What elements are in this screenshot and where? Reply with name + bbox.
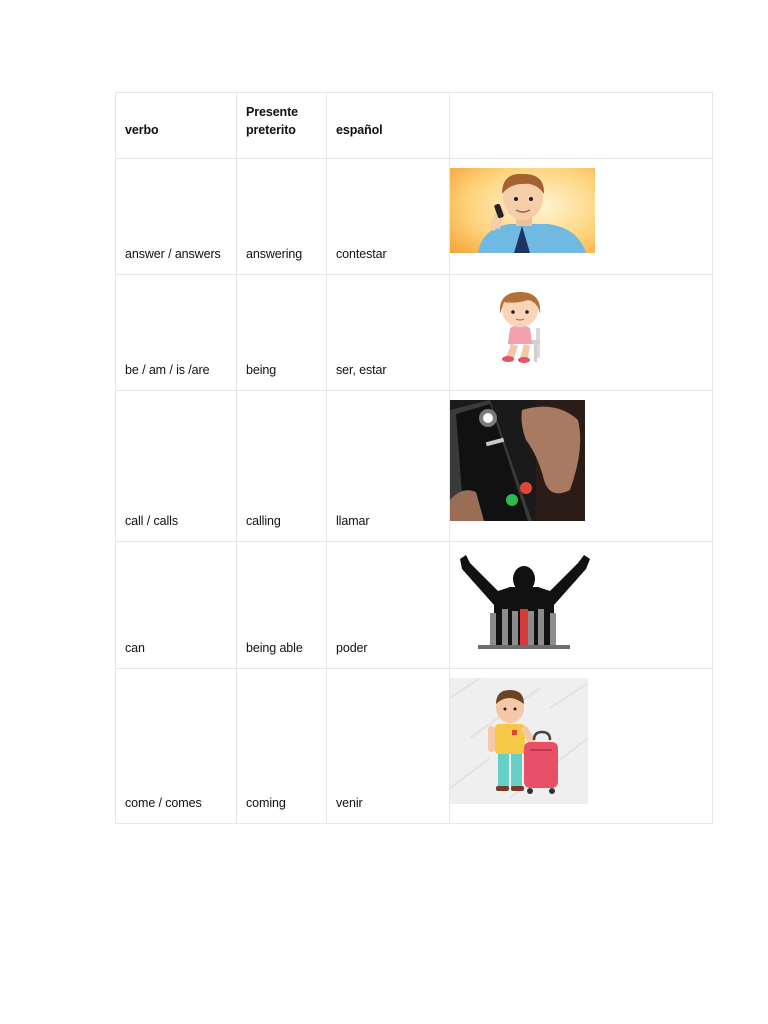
header-presente	[237, 93, 327, 159]
table-row	[116, 669, 713, 824]
header-presente-line2: preterito	[246, 123, 296, 137]
table-row	[116, 391, 713, 542]
header-presente-line1: Presente	[246, 105, 299, 119]
cell-verbo: can	[116, 542, 237, 669]
cell-espanol: contestar	[327, 159, 450, 275]
cell-presente: being able	[237, 542, 327, 669]
cell-image	[450, 669, 713, 824]
cell-verbo: come / comes	[116, 669, 237, 824]
header-verbo	[116, 93, 237, 159]
header-verbo-label: verbo	[125, 123, 159, 137]
header-espanol-label: español	[336, 123, 383, 137]
table-header-row	[116, 93, 713, 159]
cell-verbo: answer / answers	[116, 159, 237, 275]
cell-espanol: poder	[327, 542, 450, 669]
cell-verbo: be / am / is /are	[116, 275, 237, 391]
vocabulary-table	[115, 92, 713, 824]
header-image	[450, 93, 713, 159]
cell-presente: being	[237, 275, 327, 391]
cell-espanol: llamar	[327, 391, 450, 542]
cell-image	[450, 159, 713, 275]
cell-presente: calling	[237, 391, 327, 542]
hand-holding-smartphone-incoming-call-photo	[450, 400, 585, 521]
table-row	[116, 159, 713, 275]
cell-verbo: call / calls	[116, 391, 237, 542]
speaker-silhouette-raised-arms-illustration	[450, 551, 598, 649]
cell-presente: coming	[237, 669, 327, 824]
cell-espanol: venir	[327, 669, 450, 824]
cell-image	[450, 391, 713, 542]
cell-espanol: ser, estar	[327, 275, 450, 391]
cell-image	[450, 542, 713, 669]
table-row	[116, 542, 713, 669]
table-row	[116, 275, 713, 391]
boy-with-suitcase-illustration	[450, 678, 588, 804]
header-espanol	[327, 93, 450, 159]
girl-sitting-on-chair-illustration	[450, 284, 590, 370]
cell-presente: answering	[237, 159, 327, 275]
cell-image	[450, 275, 713, 391]
man-on-phone-illustration	[450, 168, 595, 253]
